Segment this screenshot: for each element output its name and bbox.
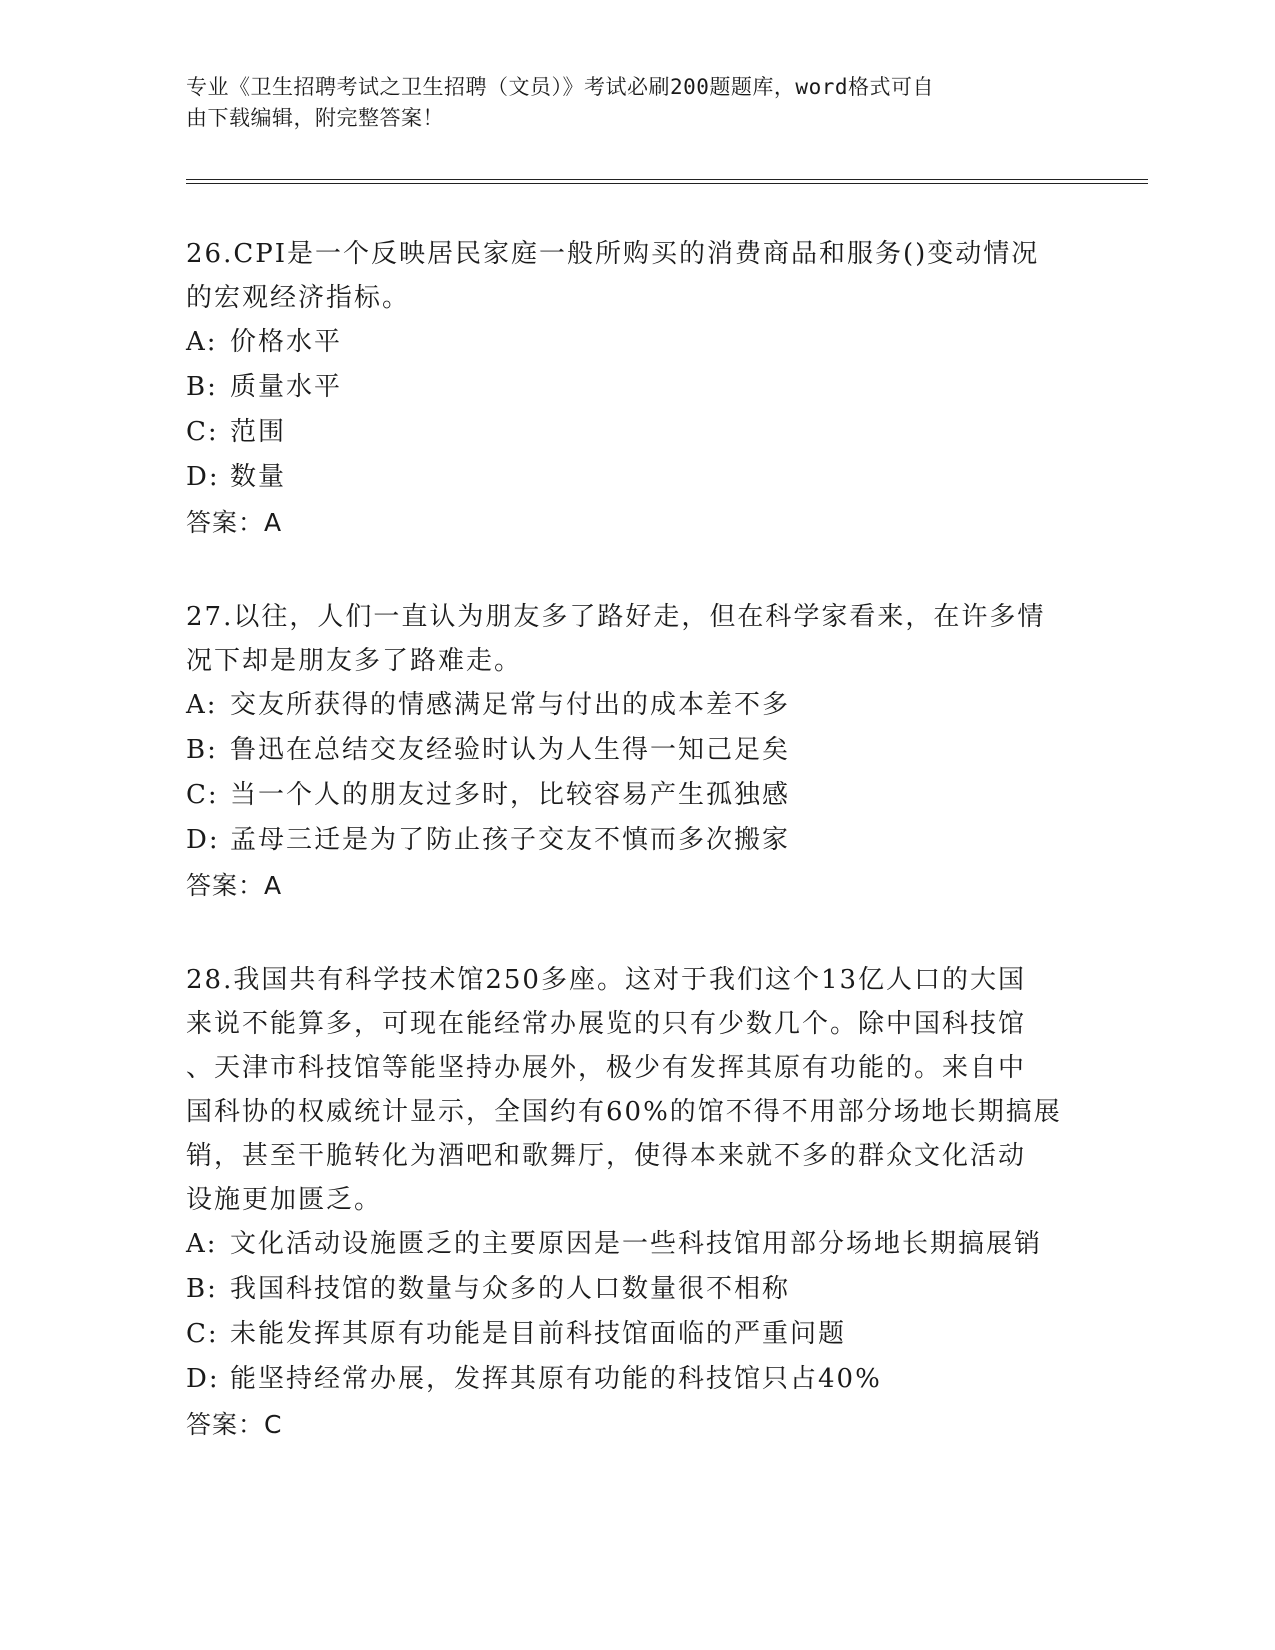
header-divider-top xyxy=(186,179,1148,180)
option-b xyxy=(186,365,1086,410)
answer-line: 答案：A xyxy=(186,871,283,900)
header-line-1: 专业《卫生招聘考试之卫生招聘（文员）》考试必刷200题题库，word格式可自 xyxy=(186,75,934,99)
question-stem-line: 、天津市科技馆等能坚持办展外，极少有发挥其原有功能的。来自中 xyxy=(186,1053,1027,1083)
option-text: 范围 xyxy=(230,417,287,447)
option-key: D: xyxy=(186,1364,220,1394)
option-text: 数量 xyxy=(230,462,287,492)
option-c xyxy=(186,773,1086,818)
option-text: 鲁迅在总结交友经验时认为人生得一知己足矣 xyxy=(230,735,791,765)
header-divider-bottom xyxy=(186,183,1148,184)
question-stem-line: 28.我国共有科学技术馆250多座。这对于我们这个13亿人口的大国 xyxy=(186,965,1027,995)
option-key: B: xyxy=(186,735,218,765)
document-header xyxy=(186,72,1066,134)
option-a xyxy=(186,683,1086,728)
option-text: 质量水平 xyxy=(230,372,343,402)
answer-line: 答案：C xyxy=(186,1410,283,1439)
question-stem-line: 况下却是朋友多了路难走。 xyxy=(186,646,523,676)
option-d xyxy=(186,1357,1086,1402)
option-key: C: xyxy=(186,780,219,810)
option-c xyxy=(186,410,1086,455)
option-key: C: xyxy=(186,417,219,447)
option-text: 交友所获得的情感满足常与付出的成本差不多 xyxy=(230,690,791,720)
option-d xyxy=(186,455,1086,500)
option-b xyxy=(186,728,1086,773)
option-text: 能坚持经常办展，发挥其原有功能的科技馆只占40% xyxy=(230,1364,882,1394)
question-stem-line: 27.以往，人们一直认为朋友多了路好走，但在科学家看来，在许多情 xyxy=(186,602,1046,632)
option-key: B: xyxy=(186,372,218,402)
answer-line: 答案：A xyxy=(186,508,283,537)
question-27 xyxy=(186,595,1086,909)
option-text: 当一个人的朋友过多时，比较容易产生孤独感 xyxy=(230,780,791,810)
question-26 xyxy=(186,232,1086,546)
option-a xyxy=(186,1222,1086,1267)
question-stem-line: 国科协的权威统计显示，全国约有60%的馆不得不用部分场地长期搞展 xyxy=(186,1097,1062,1127)
option-key: A: xyxy=(186,1229,218,1259)
option-key: D: xyxy=(186,825,220,855)
option-d xyxy=(186,818,1086,863)
question-stem-line: 26.CPI是一个反映居民家庭一般所购买的消费商品和服务()变动情况 xyxy=(186,239,1040,269)
option-text: 我国科技馆的数量与众多的人口数量很不相称 xyxy=(230,1274,791,1304)
option-text: 价格水平 xyxy=(230,327,343,357)
option-key: C: xyxy=(186,1319,219,1349)
question-stem-line: 的宏观经济指标。 xyxy=(186,283,411,313)
question-28 xyxy=(186,958,1086,1448)
option-a xyxy=(186,320,1086,365)
option-b xyxy=(186,1267,1086,1312)
option-key: A: xyxy=(186,327,218,357)
question-stem-line: 来说不能算多，可现在能经常办展览的只有少数几个。除中国科技馆 xyxy=(186,1009,1027,1039)
option-key: B: xyxy=(186,1274,218,1304)
question-stem-line: 设施更加匮乏。 xyxy=(186,1185,383,1215)
option-text: 文化活动设施匮乏的主要原因是一些科技馆用部分场地长期搞展销 xyxy=(230,1229,1043,1259)
option-key: A: xyxy=(186,690,218,720)
option-text: 孟母三迁是为了防止孩子交友不慎而多次搬家 xyxy=(230,825,791,855)
question-stem-line: 销，甚至干脆转化为酒吧和歌舞厅，使得本来就不多的群众文化活动 xyxy=(186,1141,1027,1171)
option-c xyxy=(186,1312,1086,1357)
option-text: 未能发挥其原有功能是目前科技馆面临的严重问题 xyxy=(230,1319,847,1349)
header-line-2: 由下载编辑，附完整答案！ xyxy=(186,106,444,130)
option-key: D: xyxy=(186,462,220,492)
